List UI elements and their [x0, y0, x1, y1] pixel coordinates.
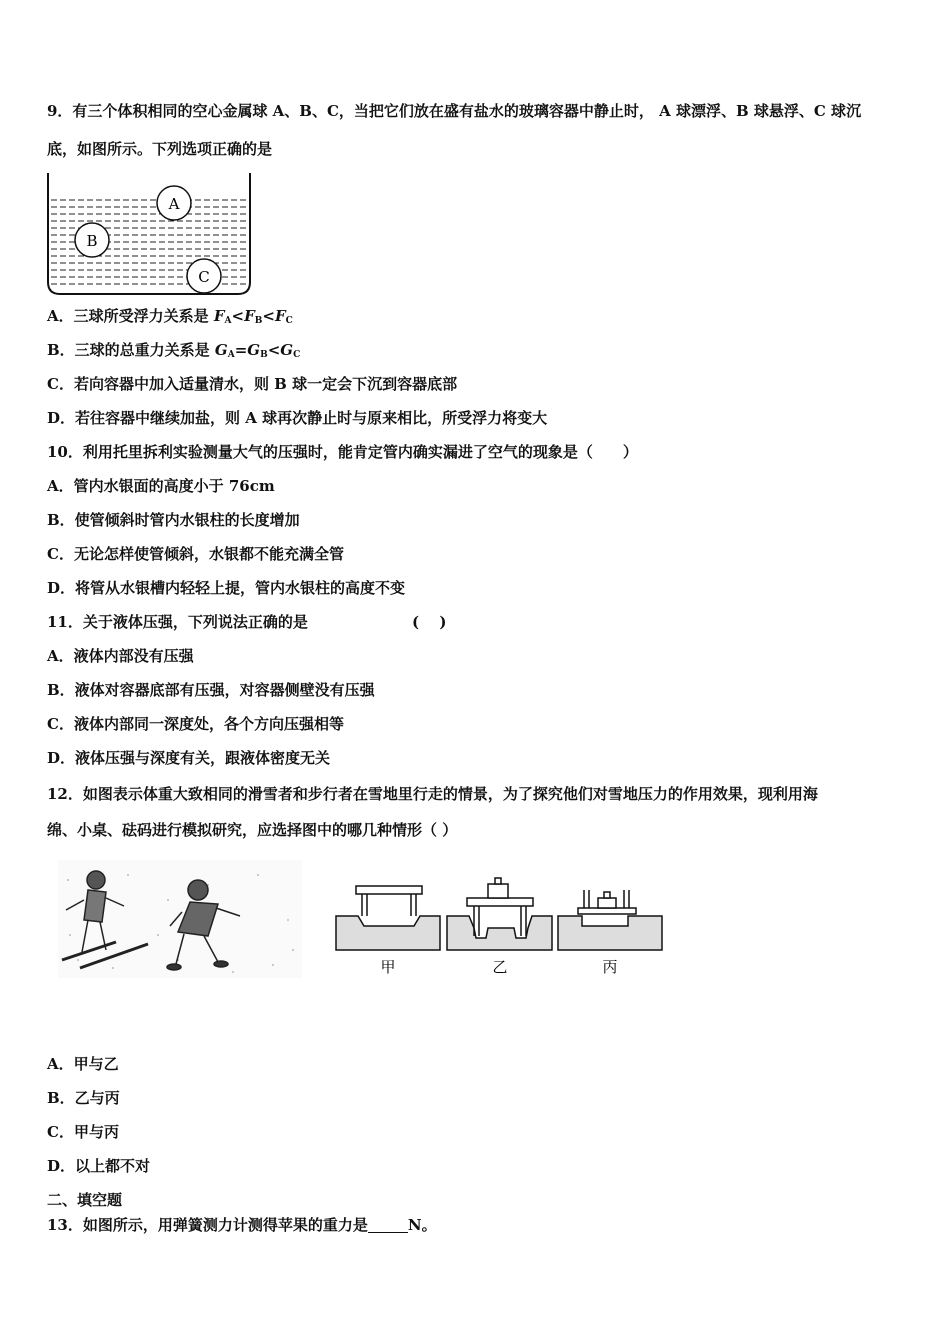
section-title-fill-in: 二、填空题: [47, 1191, 123, 1209]
q9-option-a: [47, 306, 293, 331]
q12-stem-line1: 12．如图表示体重大致相同的滑雪者和步行者在雪地里行走的情景，为了探究他们对雪地压力的作用效果，现利用海: [47, 785, 818, 803]
q11-stem: 11．关于液体压强，下列说法正确的是: [47, 613, 308, 631]
formula-g: G: [280, 341, 294, 359]
q12-stem-line2: 绵、小桌、砝码进行模拟研究，应选择图中的哪几种情形（ ）: [47, 821, 458, 839]
q9-option-c: C．若向容器中加入适量清水，则 B 球一定会下沉到容器底部: [47, 375, 458, 393]
formula-op: <: [231, 307, 245, 325]
setup-jia: [336, 886, 440, 950]
q12-option-b: B．乙与丙: [47, 1089, 120, 1107]
formula-sub: C: [285, 316, 293, 326]
q9-option-d: D．若往容器中继续加盐，则 A 球再次静止时与原来相比，所受浮力将变大: [47, 409, 548, 427]
formula-f: F: [213, 307, 225, 325]
sponge-experiment-figure: [334, 876, 668, 978]
q11-answer-bracket: ( ): [412, 613, 447, 631]
setup-bing: [558, 890, 662, 950]
q10-stem: 10．利用托里拆利实验测量大气的压强时，能肯定管内确实漏进了空气的现象是（ ）: [47, 443, 638, 461]
formula-sub: B: [260, 350, 268, 360]
q12-option-c: C．甲与丙: [47, 1123, 119, 1141]
answer-blank[interactable]: [368, 1216, 408, 1233]
q11-option-c: C．液体内部同一深度处，各个方向压强相等: [47, 715, 344, 733]
ball-c-label: C: [198, 268, 210, 286]
formula-f: F: [244, 307, 255, 325]
formula-op: <: [267, 341, 281, 359]
formula-f: F: [274, 307, 286, 325]
q13-stem: [47, 1215, 437, 1235]
q11-option-d: D．液体压强与深度有关，跟液体密度无关: [47, 749, 331, 767]
formula-op: =: [234, 341, 248, 359]
q10-option-c: C．无论怎样使管倾斜，水银都不能充满全管: [47, 545, 344, 563]
q9-container-figure: [46, 170, 252, 298]
label-jia: 甲: [380, 958, 396, 976]
q11-option-b: B．液体对容器底部有压强，对容器侧壁没有压强: [47, 681, 375, 699]
label-bing: 丙: [602, 958, 618, 976]
label-yi: 乙: [492, 958, 508, 976]
skier-walker-illustration: [58, 860, 302, 978]
formula-sub: A: [227, 350, 235, 360]
formula-sub: A: [224, 316, 232, 326]
formula-op: <: [262, 307, 275, 325]
q13-stem-suffix: N。: [407, 1216, 437, 1234]
q10-option-b: B．使管倾斜时管内水银柱的长度增加: [47, 511, 300, 529]
q13-stem-prefix: 13．如图所示，用弹簧测力计测得苹果的重力是: [47, 1216, 368, 1234]
q9-option-b: [47, 340, 300, 365]
q9-option-b-text: B．三球的总重力关系是: [47, 341, 215, 359]
formula-g: G: [214, 341, 228, 359]
q10-option-a: A．管内水银面的高度小于 76cm: [47, 477, 275, 495]
q9-option-a-text: A．三球所受浮力关系是: [47, 307, 214, 325]
ball-b-label: B: [86, 232, 98, 250]
formula-sub: B: [254, 316, 263, 326]
q12-option-d: D．以上都不对: [47, 1157, 151, 1175]
q9-stem-line2: 底，如图所示。下列选项正确的是: [47, 140, 273, 158]
ball-a-label: A: [168, 195, 180, 213]
q11-option-a: A．液体内部没有压强: [47, 647, 194, 665]
setup-yi: [447, 878, 552, 950]
q9-stem-line1: 9．有三个体积相同的空心金属球 A、B、C，当把它们放在盛有盐水的玻璃容器中静止时， A 球漂浮、B 球悬浮、C 球沉: [47, 102, 862, 120]
q12-option-a: A．甲与乙: [47, 1055, 119, 1073]
formula-g: G: [247, 341, 261, 359]
q10-option-d: D．将管从水银槽内轻轻上提，管内水银柱的高度不变: [47, 579, 406, 597]
formula-sub: C: [293, 350, 301, 360]
